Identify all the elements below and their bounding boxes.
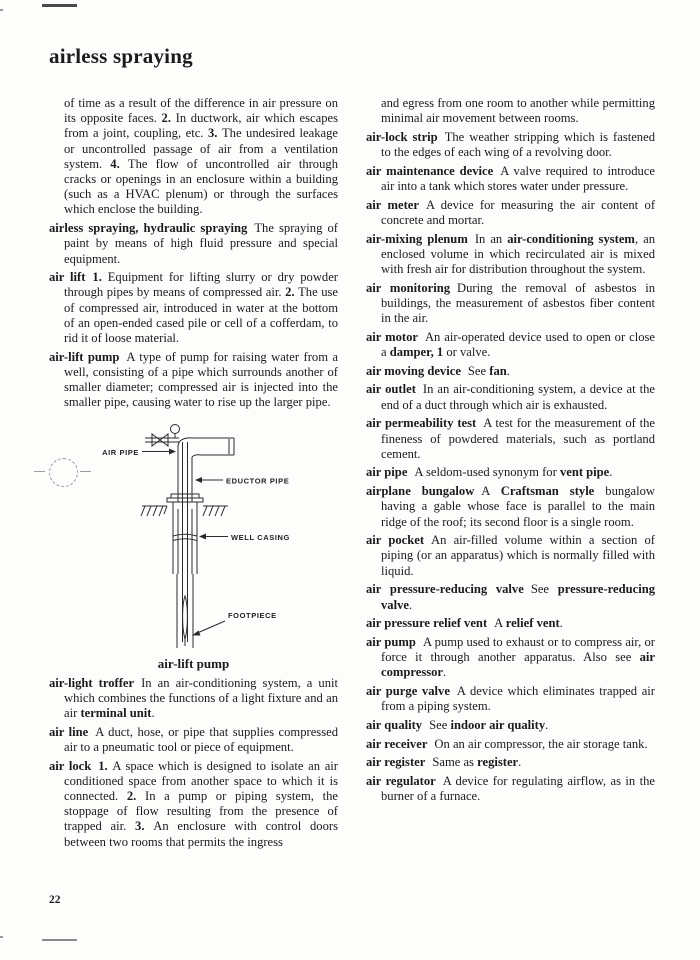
- bold-reference: 4.: [110, 156, 128, 171]
- dictionary-entry: [366, 330, 655, 360]
- definition-text: .: [559, 616, 563, 631]
- definition-text: A device which eliminates trapped air from a piping system.: [381, 684, 655, 714]
- definition-text: A valve required to introduce air into a tank which stores water under pressure.: [381, 163, 655, 194]
- definition-text: bungalow having a gable whose face is parallel to the main ridge of the roof; its second floor is a single room.: [381, 484, 655, 529]
- entry-term: air pressure relief vent: [366, 616, 488, 631]
- definition-text: In an air-conditioning system, a unit which combines the functions of a light fixture and an air: [64, 675, 338, 720]
- bold-reference: relief vent: [505, 616, 560, 631]
- dictionary-entry: [366, 737, 655, 752]
- definition-text: A type of pump for raising water from a well, consisting of a pipe which surrounds another of smaller diameter; compressed air is injected into the smaller pipe, causing water to rise up the larger pipe.: [64, 349, 338, 410]
- dictionary-entry: [49, 676, 338, 722]
- continued-paragraph: [366, 96, 655, 126]
- entry-term: air pocket: [366, 533, 425, 548]
- bold-reference: Craftsman style: [500, 484, 595, 499]
- registration-dash-left: [34, 471, 45, 472]
- definition-text: A test for the measurement of the fineness of powdered materials, such as portland cement.: [381, 416, 655, 461]
- definition-text: During the removal of asbestos in buildings, the measurement of asbestos fiber content in the air.: [381, 280, 655, 326]
- entry-term: air-lock strip: [366, 129, 438, 144]
- entry-term: air regulator: [366, 774, 436, 789]
- bold-reference: 3.: [135, 819, 154, 834]
- page-number: 22: [49, 894, 61, 906]
- definition-text: A device for regulating airflow, as in the burner of a furnace.: [381, 774, 655, 804]
- figure-label-eductor-pipe: EDUCTOR PIPE: [226, 476, 290, 486]
- definition-text: .: [545, 718, 549, 733]
- definition-text: See: [429, 718, 451, 733]
- entry-term: air-lift pump: [49, 349, 120, 364]
- crop-mark-top: [42, 4, 77, 7]
- definition-text: A device for measuring the air content of concrete and mortar.: [381, 197, 656, 227]
- definition-text: See: [467, 363, 490, 378]
- definition-text: See: [530, 582, 558, 597]
- bold-reference: fan: [489, 363, 507, 378]
- definition-text: .: [151, 705, 155, 720]
- definition-text: .: [443, 665, 447, 680]
- dictionary-entry: [366, 684, 655, 714]
- definition-text: On an air compressor, the air storage tank.: [434, 736, 648, 751]
- left-column: [49, 96, 338, 853]
- dictionary-entry: [366, 465, 655, 480]
- right-column: [366, 96, 655, 808]
- bold-reference: damper, 1: [389, 345, 444, 360]
- bold-reference: terminal unit: [80, 705, 152, 720]
- continued-paragraph: [49, 96, 338, 218]
- bold-reference: vent pipe: [559, 465, 610, 480]
- entry-term: air moving device: [366, 363, 461, 378]
- bold-reference: 1.: [98, 758, 113, 773]
- bold-reference: 1.: [92, 270, 108, 285]
- definition-text: of time as a result of the difference in air pressure on its opposite faces.: [64, 96, 338, 126]
- entry-term: air register: [366, 755, 426, 770]
- entry-term: air outlet: [366, 382, 416, 397]
- definition-text: The weather stripping which is fastened to the edges of each wing of a revolving door.: [381, 129, 655, 160]
- entry-term: airplane bungalow: [366, 484, 475, 499]
- definition-text: In ductwork, air which escapes from a joint, coupling, etc.: [64, 111, 338, 141]
- definition-text: An air-filled volume within a section of piping (or an apparatus) which is normally filled with liquid.: [381, 533, 655, 578]
- dictionary-entry: [366, 774, 655, 804]
- definition-text: In a pump or piping system, the stoppage of flow resulting from the presence of trapped air.: [64, 788, 339, 834]
- dictionary-entry: [366, 198, 655, 228]
- bold-reference: air-conditioning system: [507, 231, 635, 246]
- entry-term: air quality: [366, 718, 423, 733]
- definition-text: Same as: [432, 755, 478, 770]
- entry-term: air permeability test: [366, 416, 477, 431]
- dictionary-entry: [366, 755, 655, 770]
- figure-label-footpiece: FOOTPIECE: [228, 610, 277, 620]
- bold-reference: register: [477, 755, 519, 770]
- entry-term: air lift: [49, 270, 86, 285]
- dictionary-entry: [49, 350, 338, 411]
- entry-term: air receiver: [366, 736, 428, 751]
- dictionary-entry: [49, 725, 338, 755]
- definition-text: .: [518, 755, 522, 770]
- entry-term: air pipe: [366, 465, 408, 480]
- definition-text: or valve.: [443, 345, 491, 360]
- dictionary-entry: [49, 270, 338, 346]
- entry-term: air motor: [366, 329, 418, 344]
- dictionary-entry: [366, 130, 655, 160]
- definition-text: Equipment for lifting slurry or dry powder through pipes by means of compressed air.: [64, 270, 338, 300]
- dictionary-entry: [49, 759, 338, 850]
- dictionary-entry: [366, 382, 655, 412]
- definition-text: In an air-conditioning system, a device at the end of a duct through which air is exhausted.: [381, 382, 655, 412]
- entry-term: air-light troffer: [49, 675, 135, 690]
- page-title: airless spraying: [49, 44, 193, 68]
- entry-term: air purge valve: [366, 684, 450, 699]
- dictionary-entry: [366, 635, 655, 681]
- definition-text: A: [494, 616, 506, 631]
- entry-term: air maintenance device: [366, 163, 494, 178]
- definition-text: A space which is designed to isolate an air conditioned space from another space to which it is connected.: [64, 758, 338, 803]
- definition-text: and egress from one room to another while permitting minimal air movement between rooms.: [381, 96, 655, 126]
- definition-text: .: [609, 465, 613, 480]
- dictionary-entry: [366, 281, 655, 327]
- definition-text: An air-operated device used to open or close a: [381, 329, 655, 360]
- entry-term: air line: [49, 724, 89, 739]
- definition-text: A: [481, 484, 501, 499]
- bold-reference: 2.: [161, 111, 176, 126]
- dictionary-entry: [366, 232, 655, 278]
- air-lift-pump-diagram: [49, 424, 338, 654]
- definition-text: , an enclosed volume in which recirculated air is mixed with fresh air for distribution throughout the system.: [381, 231, 655, 277]
- figure-caption: air-lift pump: [157, 655, 230, 671]
- bold-reference: pressure-reducing valve: [381, 582, 655, 612]
- entry-term: airless spraying, hydraulic spraying: [49, 221, 248, 236]
- bold-reference: air compressor: [381, 650, 655, 680]
- bold-reference: 2.: [285, 285, 299, 300]
- air-lift-pump-figure: [49, 424, 338, 671]
- bold-reference: 2.: [126, 788, 145, 803]
- dictionary-entry: [366, 164, 655, 194]
- definition-text: The use of compressed air, introduced in water at the bottom of an open-ended cased pile or cell of a cofferdam, to rid it of loose material.: [64, 285, 338, 346]
- bold-reference: indoor air quality: [450, 718, 546, 733]
- dictionary-entry: [366, 533, 655, 579]
- edge-mark-top: [0, 9, 3, 11]
- dictionary-entry: [49, 221, 338, 267]
- dictionary-entry: [366, 484, 655, 530]
- definition-text: A duct, hose, or pipe that supplies compressed air to a pneumatic tool or piece of equipment.: [64, 724, 338, 754]
- definition-text: The spraying of paint by means of high fluid pressure and special equipment.: [64, 221, 338, 266]
- definition-text: A seldom-used synonym for: [414, 465, 560, 480]
- definition-text: The undesired leakage or uncontrolled passage of air from a ventilation system.: [64, 126, 338, 171]
- definition-text: The flow of uncontrolled air through cracks or openings in an enclosure within a building (such as a HVAC plenum) or through the surfaces which enclose the building.: [64, 156, 338, 217]
- entry-term: air pressure-reducing valve: [366, 582, 524, 597]
- dictionary-entry: [366, 416, 655, 462]
- entry-term: air lock: [49, 758, 92, 773]
- edge-mark-bottom: [0, 936, 3, 938]
- figure-label-well-casing: WELL CASING: [231, 532, 290, 542]
- entry-term: air pump: [366, 635, 416, 649]
- dictionary-entry: [366, 364, 655, 379]
- definition-text: .: [408, 597, 413, 612]
- figure-label-air-pipe: AIR PIPE: [102, 447, 139, 457]
- crop-mark-bottom: [42, 939, 77, 941]
- definition-text: .: [506, 363, 510, 378]
- entry-term: air meter: [366, 197, 419, 212]
- entry-term: air monitoring: [366, 280, 451, 295]
- dictionary-entry: [366, 616, 655, 631]
- dictionary-entry: [366, 718, 655, 733]
- bold-reference: 3.: [207, 126, 222, 141]
- entry-term: air-mixing plenum: [366, 231, 468, 246]
- dictionary-entry: [366, 582, 655, 612]
- definition-text: An enclosure with control doors between two rooms that permits the ingress: [64, 819, 339, 849]
- definition-text: A pump used to exhaust or to compress air, or force it through another apparatus. Also see: [381, 635, 656, 665]
- definition-text: In an: [474, 231, 508, 246]
